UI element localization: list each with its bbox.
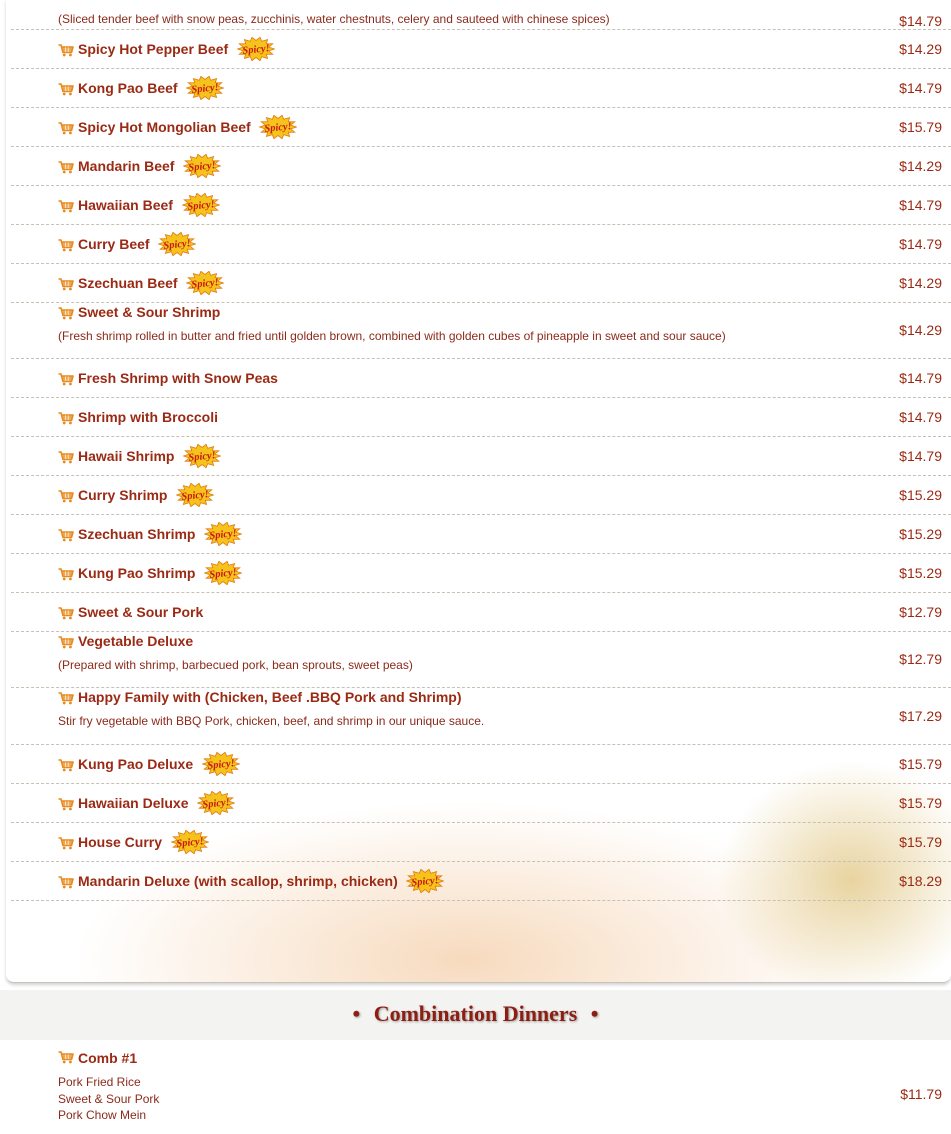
menu-item-description	[58, 328, 726, 345]
menu-item-price: $14.79	[899, 197, 942, 213]
spicy-badge-icon	[186, 76, 224, 100]
cart-icon[interactable]	[58, 837, 74, 850]
menu-item-price: $18.29	[899, 873, 942, 889]
cart-icon[interactable]	[58, 200, 74, 213]
svg-text:Spicy!: Spicy!	[187, 160, 217, 174]
menu-item-name: Shrimp with Broccoli	[78, 409, 219, 425]
menu-item-price: $14.29	[899, 158, 942, 174]
svg-text:Spicy!: Spicy!	[180, 489, 210, 503]
cart-icon[interactable]	[58, 44, 74, 57]
svg-text:Spicy!: Spicy!	[206, 758, 236, 772]
menu-item[interactable]	[11, 554, 951, 593]
spicy-badge-icon	[202, 752, 240, 776]
menu-item-description-line: Stir fry vegetable with BBQ Pork, chicken, beef, and shrimp in our unique sauce.	[58, 714, 485, 728]
menu-item[interactable]	[11, 108, 951, 147]
menu-item-name: Kong Pao Beef	[78, 80, 178, 96]
menu-item[interactable]	[11, 862, 951, 901]
cart-icon[interactable]	[58, 451, 74, 464]
menu-item[interactable]	[11, 69, 951, 108]
menu-item[interactable]	[11, 0, 951, 30]
spicy-badge-icon	[406, 869, 444, 893]
menu-item[interactable]	[11, 398, 951, 437]
menu-item[interactable]	[11, 688, 951, 745]
menu-item-price: $15.79	[899, 795, 942, 811]
menu-item-name: Spicy Hot Pepper Beef	[78, 41, 229, 57]
menu-item-name: Curry Beef	[78, 236, 150, 252]
menu-item[interactable]	[11, 225, 951, 264]
spicy-badge-icon	[182, 193, 220, 217]
menu-item-name: Happy Family with (Chicken, Beef .BBQ Pork and Shrimp)	[78, 689, 462, 705]
menu-item-name: Fresh Shrimp with Snow Peas	[78, 370, 278, 386]
menu-item[interactable]	[11, 593, 951, 632]
svg-text:Spicy!: Spicy!	[410, 875, 440, 889]
menu-item-name: Vegetable Deluxe	[78, 633, 194, 649]
menu-item[interactable]	[11, 30, 951, 69]
menu-item-price: $14.29	[899, 41, 942, 57]
menu-item[interactable]	[11, 745, 951, 784]
svg-text:Spicy!: Spicy!	[208, 528, 238, 542]
cart-icon[interactable]	[58, 1051, 74, 1064]
combo-item[interactable]	[11, 1040, 951, 1134]
spicy-badge-icon	[259, 115, 297, 139]
menu-item[interactable]	[11, 476, 951, 515]
spicy-badge-icon	[183, 444, 221, 468]
menu-item-name: Kung Pao Shrimp	[78, 565, 196, 581]
menu-item-name: Curry Shrimp	[78, 487, 168, 503]
section-title-text: Combination Dinners	[373, 1001, 578, 1026]
menu-item-price: $14.79	[899, 448, 942, 464]
menu-item-name: House Curry	[78, 834, 163, 850]
menu-panel	[6, 0, 951, 983]
cart-icon[interactable]	[58, 373, 74, 386]
menu-item[interactable]	[11, 264, 951, 303]
menu-item[interactable]	[11, 437, 951, 476]
menu-item-description-line: (Sliced tender beef with snow peas, zucchinis, water chestnuts, celery and sauteed with chinese spices)	[58, 12, 610, 26]
menu-item-description	[58, 713, 484, 730]
section-title	[0, 1001, 951, 1027]
cart-icon[interactable]	[58, 529, 74, 542]
cart-icon[interactable]	[58, 307, 74, 320]
cart-icon[interactable]	[58, 692, 74, 705]
cart-icon[interactable]	[58, 798, 74, 811]
menu-item-price: $15.79	[899, 756, 942, 772]
combo-desc-line: Sweet & Sour Pork	[58, 1091, 160, 1106]
menu-item-price: $14.29	[899, 322, 942, 338]
menu-item-name: Sweet & Sour Shrimp	[78, 304, 221, 320]
combo-item-name: Comb #1	[78, 1050, 138, 1066]
cart-icon[interactable]	[58, 239, 74, 252]
combo-desc-line: Pork Chow Mein	[58, 1108, 147, 1122]
spicy-badge-icon	[183, 154, 221, 178]
menu-item-name: Mandarin Beef	[78, 158, 175, 174]
combo-desc-line: Pork Fried Rice	[58, 1075, 141, 1089]
menu-item-price: $14.79	[899, 80, 942, 96]
menu-item-description-line: (Prepared with shrimp, barbecued pork, bean sprouts, sweet peas)	[58, 658, 413, 672]
menu-item-name: Hawaiian Beef	[78, 197, 173, 213]
svg-text:Spicy!: Spicy!	[175, 836, 205, 850]
menu-item-price: $12.79	[899, 604, 942, 620]
cart-icon[interactable]	[58, 636, 74, 649]
cart-icon[interactable]	[58, 568, 74, 581]
menu-item[interactable]	[11, 303, 951, 359]
menu-item-price: $17.29	[899, 708, 942, 724]
combo-item-price: $11.79	[900, 1086, 942, 1102]
spicy-badge-icon	[158, 232, 196, 256]
menu-item-price: $15.79	[899, 119, 942, 135]
menu-item-name: Hawaiian Deluxe	[78, 795, 189, 811]
menu-item-price: $12.79	[899, 651, 942, 667]
cart-icon[interactable]	[58, 278, 74, 291]
cart-icon[interactable]	[58, 122, 74, 135]
menu-item-description	[58, 11, 610, 28]
menu-item-name: Sweet & Sour Pork	[78, 604, 204, 620]
cart-icon[interactable]	[58, 412, 74, 425]
spicy-badge-icon	[171, 830, 209, 854]
menu-item-price: $15.29	[899, 526, 942, 542]
menu-item[interactable]	[11, 359, 951, 398]
menu-item-name: Spicy Hot Mongolian Beef	[78, 119, 251, 135]
cart-icon[interactable]	[58, 161, 74, 174]
svg-text:Spicy!: Spicy!	[190, 277, 220, 291]
section-bullet-left: •	[352, 1001, 361, 1026]
menu-item-price: $14.29	[899, 275, 942, 291]
menu-item-name: Szechuan Beef	[78, 275, 178, 291]
menu-item[interactable]	[11, 515, 951, 554]
svg-text:Spicy!: Spicy!	[201, 797, 231, 811]
menu-item-name: Szechuan Shrimp	[78, 526, 196, 542]
cart-icon[interactable]	[58, 607, 74, 620]
spicy-badge-icon	[204, 561, 242, 585]
menu-item-price: $14.79	[899, 236, 942, 252]
menu-item-price: $15.79	[899, 834, 942, 850]
menu-item-description-line: (Fresh shrimp rolled in butter and fried until golden brown, combined with golden cubes of pineapple in sweet and sour sauce)	[58, 329, 726, 343]
spicy-badge-icon	[176, 483, 214, 507]
cart-icon[interactable]	[58, 83, 74, 96]
section-bullet-right: •	[590, 1001, 599, 1026]
spicy-badge-icon	[186, 271, 224, 295]
menu-item-price: $14.79	[899, 13, 942, 29]
combo-item-description	[58, 1074, 159, 1124]
menu-item[interactable]	[11, 186, 951, 225]
menu-item[interactable]	[11, 784, 951, 823]
svg-text:Spicy!: Spicy!	[186, 199, 216, 213]
menu-item-price: $14.79	[899, 409, 942, 425]
menu-item-price: $15.29	[899, 565, 942, 581]
menu-item-description	[58, 657, 413, 674]
svg-text:Spicy!: Spicy!	[190, 82, 220, 96]
svg-text:Spicy!: Spicy!	[187, 450, 217, 464]
menu-item-name: Kung Pao Deluxe	[78, 756, 194, 772]
menu-item-price: $15.29	[899, 487, 942, 503]
spicy-badge-icon	[197, 791, 235, 815]
cart-icon[interactable]	[58, 876, 74, 889]
spicy-badge-icon	[204, 522, 242, 546]
svg-text:Spicy!: Spicy!	[208, 567, 238, 581]
spicy-badge-icon	[237, 37, 275, 61]
svg-text:Spicy!: Spicy!	[263, 121, 293, 135]
menu-item[interactable]	[11, 147, 951, 186]
menu-item-name: Hawaii Shrimp	[78, 448, 175, 464]
cart-icon[interactable]	[58, 490, 74, 503]
menu-item-name: Mandarin Deluxe (with scallop, shrimp, chicken)	[78, 873, 398, 889]
menu-item[interactable]	[11, 823, 951, 862]
menu-item[interactable]	[11, 632, 951, 688]
svg-text:Spicy!: Spicy!	[162, 238, 192, 252]
svg-text:Spicy!: Spicy!	[241, 43, 271, 57]
menu-item-price: $14.79	[899, 370, 942, 386]
cart-icon[interactable]	[58, 759, 74, 772]
